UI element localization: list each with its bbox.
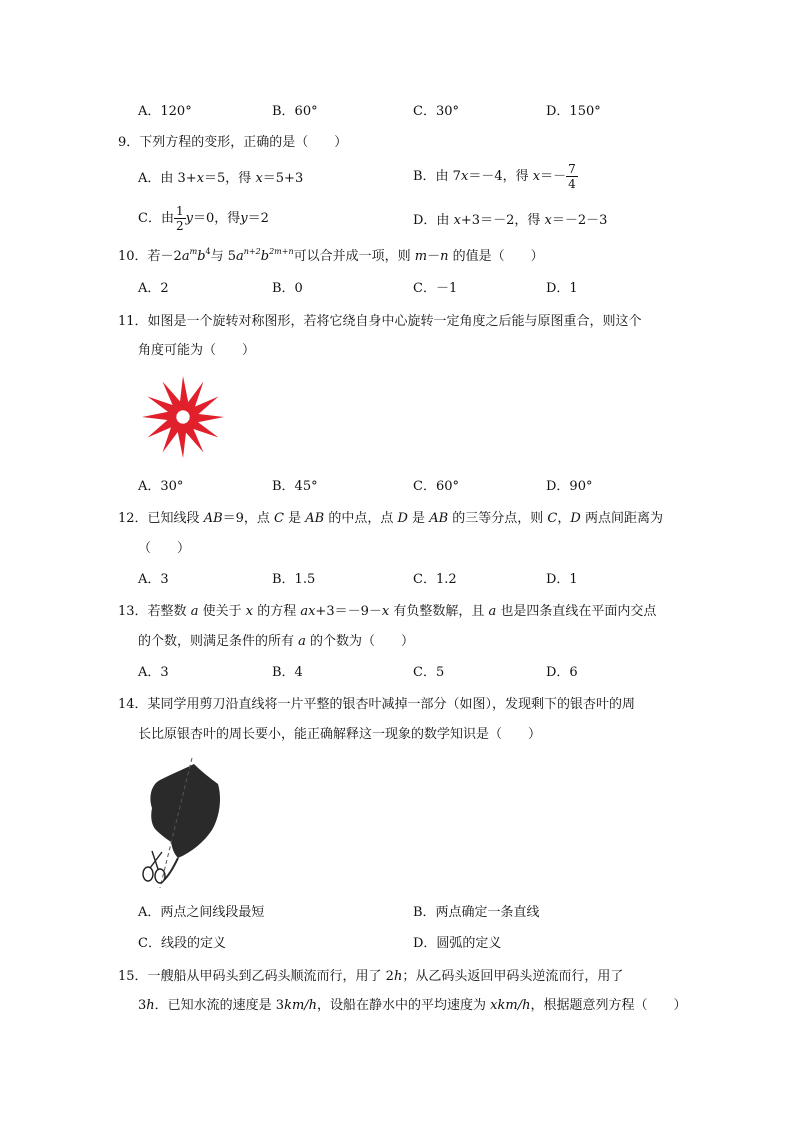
q11-option-a: A．30° [138,479,184,494]
scissors-icon [143,851,165,883]
q10-option-b: B．0 [272,281,303,296]
q13-stem-line1: 13．若整数 a 使关于 x 的方程 ax+3＝－9－x 有负整数解，且 a 也是四条直线在平面内交点 [118,604,657,619]
q14-option-d: D．圆弧的定义 [413,936,502,951]
q10-option-d: D．1 [546,281,578,296]
q13-option-c: C．5 [413,665,445,680]
q9-option-c: C．由 $\frac{1}{2}$ y＝0，得y＝2 [138,204,269,233]
q11-stem-line2: 角度可能为（ ） [138,343,256,358]
q15-stem-line1: 15．一艘船从甲码头到乙码头顺流而行，用了 2h；从乙码头返回甲码头逆流而行，用了 [118,969,624,984]
rotational-star-figure [140,374,226,460]
q11-stem-line1: 11．如图是一个旋转对称图形，若将它绕自身中心旋转一定角度之后能与原图重合，则这个 [118,314,642,329]
q14-option-a: A．两点之间线段最短 [138,905,265,920]
ginkgo-leaf-figure [138,758,228,890]
q14-option-c: C．线段的定义 [138,936,226,951]
q9-option-a: A．由 3+x＝5，得 x＝5+3 [138,171,304,186]
q15-stem-line2: 3h．已知水流的速度是 3km/h，设船在静水中的平均速度为 xkm/h，根据题意列方程（ ） [138,998,687,1013]
q14-stem-line1: 14．某同学用剪刀沿直线将一片平整的银杏叶减掉一部分（如图），发现剩下的银杏叶的周 [118,697,636,712]
q13-option-d: D．6 [546,665,578,680]
q12-option-d: D．1 [546,572,578,587]
q10-stem: 10．若$-2a^mb^4$与 $5a^{n+2}b^{2m+n}$可以合并成一项，则 m－n 的值是（ ） [118,247,544,264]
q8-option-a: A．120° [138,104,192,119]
q9-stem: 9．下列方程的变形，正确的是（ ） [118,135,348,150]
q13-option-b: B．4 [272,665,303,680]
q9-c-fraction: $\frac{1}{2}$ [175,204,184,233]
q12-stem-line1: 12．已知线段 AB＝9，点 C 是 AB 的中点，点 D 是 AB 的三等分点，则 C，D 两点间距离为 [118,511,663,526]
q10-option-c: C．－1 [413,281,458,296]
ginkgo-leaf-icon [150,764,220,858]
q9-option-b: B．由 7x＝－4，得 x＝－ $\frac{7}{4}$ [413,162,576,191]
q12-stem-line2: （ ） [138,541,191,556]
q12-option-b: B．1.5 [272,572,316,587]
q11-option-c: C．60° [413,479,459,494]
q14-stem-line2: 长比原银杏叶的周长要小，能正确解释这一现象的数学知识是（ ） [138,727,542,742]
q12-option-c: C．1.2 [413,572,457,587]
q13-option-a: A．3 [138,665,169,680]
q8-option-d: D．150° [546,104,601,119]
q10-option-a: A．2 [138,281,169,296]
q13-stem-line2: 的个数，则满足条件的所有 a 的个数为（ ） [138,634,415,649]
q11-option-d: D．90° [546,479,593,494]
q14-option-b: B．两点确定一条直线 [413,905,540,920]
q8-option-c: C．30° [413,104,459,119]
q12-option-a: A．3 [138,572,169,587]
q11-option-b: B．45° [272,479,318,494]
q9-option-d: D．由 x+3＝－2，得 x＝－2－3 [413,213,608,228]
q9-b-fraction: $\frac{7}{4}$ [568,162,576,191]
q8-option-b: B．60° [272,104,318,119]
star-shape [142,376,224,458]
